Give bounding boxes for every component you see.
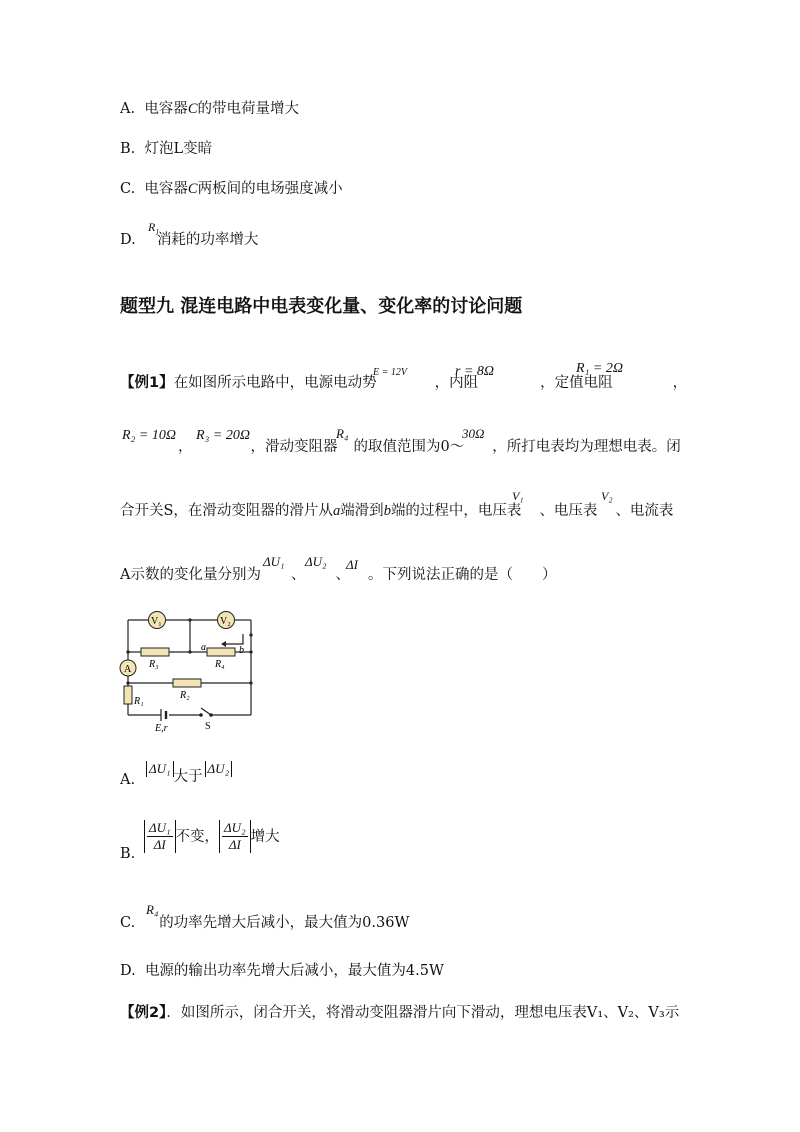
v1-label: V₁ — [151, 616, 162, 627]
example1-line2: ， ，滑动变阻器 的取值范围为0～ ，所打电表均为理想电表。闭 — [178, 439, 681, 455]
r1-value: R₁ = 2Ω — [576, 361, 623, 376]
slider-arrow — [221, 641, 226, 647]
option-a-top: A. 电容器C的带电荷量增大 — [120, 101, 299, 117]
r3-label: R₃ — [149, 659, 159, 670]
emf-expression: E = 12V — [373, 367, 407, 378]
option-c-top: C. 电容器C两板间的电场强度减小 — [120, 181, 343, 197]
r2-value: R₂ = 10Ω — [122, 428, 176, 443]
source-label: E,r — [155, 723, 168, 734]
r4-symbol: R₄ — [336, 426, 349, 441]
option-b: B. — [120, 846, 136, 862]
r1-label: R₁ — [134, 696, 144, 707]
switch-label: S — [205, 721, 211, 732]
r2-label: R₂ — [180, 690, 190, 701]
point-b: b — [239, 645, 244, 656]
option-a: A. — [120, 772, 136, 788]
section-title: 题型九 混连电路中电表变化量、变化率的讨论问题 — [120, 296, 523, 317]
ammeter-label: A — [124, 664, 132, 675]
internal-resistance: r = 8Ω — [455, 364, 495, 379]
option-b-top: B. 灯泡L变暗 — [120, 141, 213, 157]
delta-i: ΔI — [346, 557, 358, 572]
option-c-symbol: R₄ — [146, 902, 159, 917]
option-c: C. 的功率先增大后减小，最大值为0.36W — [120, 915, 410, 931]
option-d-top: D. 消耗的功率增大 — [120, 232, 259, 248]
example2-line1: 【例2】．如图所示，闭合开关，将滑动变阻器滑片向下滑动，理想电压表V₁、V₂、V₃示 — [120, 1005, 680, 1021]
delta-u2: ΔU₂ — [305, 554, 327, 569]
v2-symbol: V₂ — [601, 489, 613, 503]
resistor-r3 — [141, 648, 169, 656]
option-a-expression: ΔU₁大于ΔU₂ — [146, 758, 232, 778]
r1-symbol: $R_1$ — [148, 220, 160, 237]
r4-label: R₄ — [215, 659, 225, 670]
resistor-r4 — [207, 648, 235, 656]
resistor-r1 — [124, 686, 132, 704]
range-value: 30Ω — [462, 426, 485, 441]
example1-line1: 【例1】在如图所示电路中，电源电动势 ，内阻 ，定值电阻 ， — [120, 375, 688, 391]
v1-symbol: V₁ — [512, 489, 524, 503]
r3-value: R₃ = 20Ω — [196, 428, 250, 443]
delta-u1: ΔU₁ — [263, 554, 285, 569]
point-a: a — [201, 642, 206, 653]
v2-label: V₂ — [220, 616, 231, 627]
option-d: D. 电源的输出功率先增大后减小，最大值为4.5W — [120, 963, 444, 979]
resistor-r2 — [173, 679, 201, 687]
option-b-expression: $\frac{\text{ΔU₁}}{\Delta I}$ 不变， $\frac{\text{ΔU₂}}{\Delta I}$ 增大 — [144, 820, 280, 853]
circuit-diagram — [115, 610, 265, 735]
example1-line4: A示数的变化量分别为 、 、 。下列说法正确的是（ ） — [120, 567, 557, 583]
example1-line3: 合开关S，在滑动变阻器的滑片从a端滑到b端的过程中，电压表 、电压表 、电流表 — [120, 503, 674, 519]
